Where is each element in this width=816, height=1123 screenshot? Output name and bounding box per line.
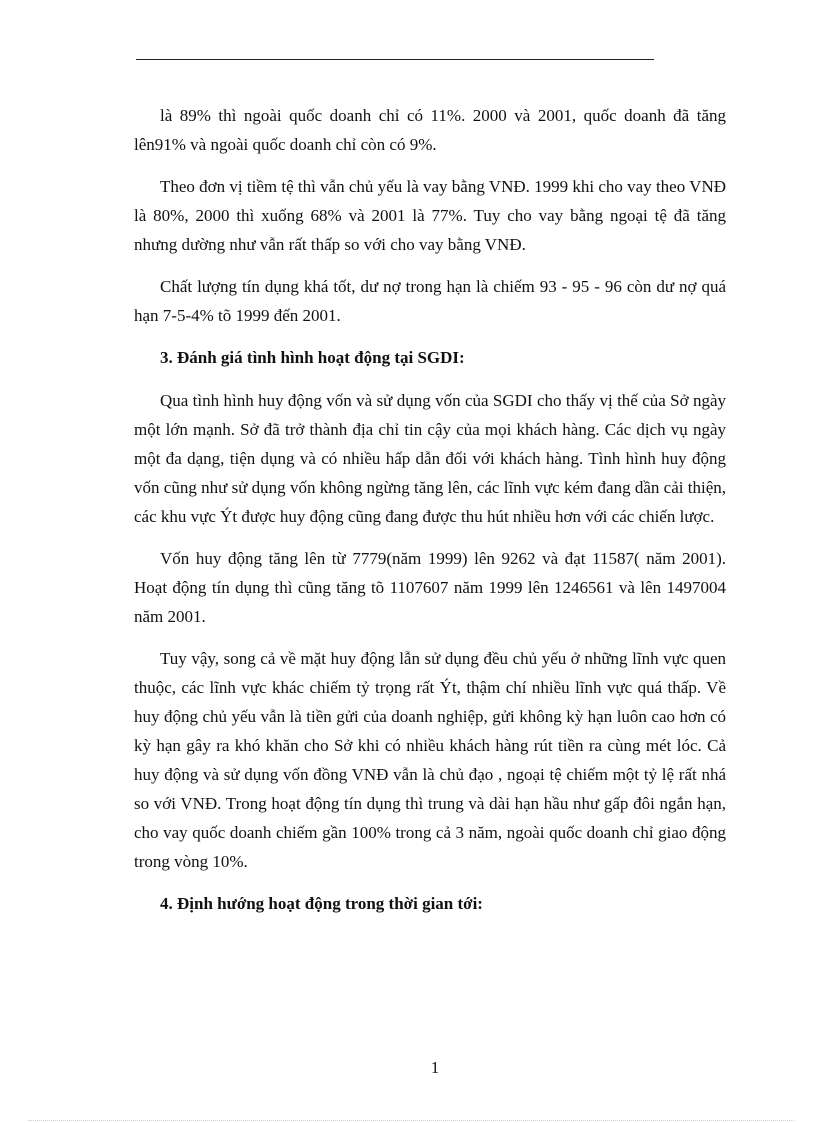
section-heading-4: 4. Định hướng hoạt động trong thời gian tới: bbox=[160, 894, 483, 913]
paragraph-credit-quality: Chất lượng tín dụng khá tốt, dư nợ trong hạn là chiếm 93 - 95 - 96 còn dư nợ quá hạn 7-5-4% tõ 1999 đến 2001. bbox=[134, 277, 726, 325]
paragraph-assessment: Qua tình hình huy động vốn và sử dụng vốn của SGDI cho thấy vị thế của Sở ngày một lớn mạnh. Sở đã trở thành địa chỉ tin cậy của mọi khách hàng. Các dịch vụ ngày một đa dạng, tiện dụng và có nhiều hấp dẫn đối với khách hàng. Tình hình huy động vốn cũng như sử dụng vốn không ngừng tăng lên, các lĩnh vực kém đang dần cải thiện, các khu vực Ýt được huy động cũng đang được thu hút nhiều hơn với các chiến lược. bbox=[134, 391, 726, 526]
paragraph-limitations: Tuy vậy, song cả về mặt huy động lẫn sử dụng đều chủ yếu ở những lĩnh vực quen thuộc, các lĩnh vực khác chiếm tỷ trọng rất Ýt, thậm chí nhiều lĩnh vực quá thấp. Về huy động chủ yếu vẫn là tiền gửi của doanh nghiệp, gửi không kỳ hạn luôn cao hơn có kỳ hạn gây ra khó khăn cho Sở khi có nhiều khách hàng rút tiền ra cùng mét lóc. Cả huy động và sử dụng vốn đồng VNĐ vẫn là chủ đạo , ngoại tệ chiếm một tỷ lệ rất nhá so với VNĐ. Trong hoạt động tín dụng thì trung và dài hạn hầu như gấp đôi ngắn hạn, cho vay quốc doanh chiếm gần 100% trong cả 3 năm, ngoài quốc doanh chỉ giao động trong vòng 10%. bbox=[134, 649, 726, 871]
section-heading-3: 3. Đánh giá tình hình hoạt động tại SGDI: bbox=[160, 348, 465, 367]
header-rule bbox=[136, 59, 654, 60]
paragraph-continuation: là 89% thì ngoài quốc doanh chỉ có 11%. 2000 và 2001, quốc doanh đã tăng lên91% và ngoài quốc doanh chỉ còn có 9%. bbox=[134, 106, 726, 154]
paragraph-capital-growth: Vốn huy động tăng lên từ 7779(năm 1999) lên 9262 và đạt 11587( năm 2001). Hoạt động tín dụng thì cũng tăng tõ 1107607 năm 1999 lên 1246561 và lên 1497004 năm 2001. bbox=[134, 549, 726, 626]
footer-rule bbox=[28, 1120, 794, 1121]
paragraph-currency-lending: Theo đơn vị tiềm tệ thì vẫn chủ yếu là vay bằng VNĐ. 1999 khi cho vay theo VNĐ là 80%, 2000 thì xuống 68% và 2001 là 77%. Tuy cho vay bằng ngoại tệ đã tăng nhưng dường như vẫn rất thấp so với cho vay bằng VNĐ. bbox=[134, 177, 726, 254]
page-number: 1 bbox=[430, 1058, 440, 1077]
document-body bbox=[134, 101, 726, 932]
